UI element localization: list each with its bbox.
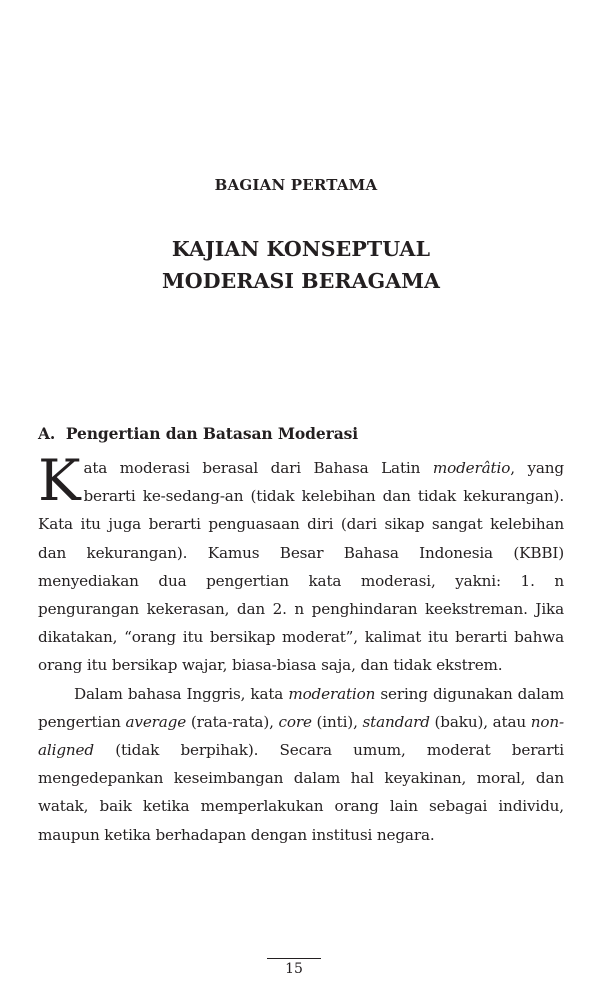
paragraph-2-text-2: sering digunakan dalam pengertian xyxy=(38,684,565,731)
chapter-title xyxy=(0,233,592,297)
paragraph-1-text-2: , yang berarti ke-sedang-an (tidak kelebihan dan tidak kekurangan). Kata itu juga berarti penguasaan diri (dari sikap sangat kelebihan dan kekurangan). Kamus Besar Bahasa Indonesia (KBBI) menyediakan dua pengertian kata moderasi, yakni: 1. n pengurangan kekerasan, dan 2. n penghindaran keekstreman. Jika dikatakan, “orang itu bersikap moderat”, kalimat itu berarti bahwa orang itu bersikap wajar, biasa-biasa saja, dan tidak ekstrem. xyxy=(38,459,564,675)
page-number-rule xyxy=(267,958,321,959)
paragraph-2-italic-3: core xyxy=(278,712,312,731)
section-heading xyxy=(38,424,358,443)
paragraph-2-text-3: (rata-rata), xyxy=(186,712,279,731)
paragraph-1-text-1: ata moderasi berasal dari Bahasa Latin xyxy=(83,459,433,477)
paragraph-2 xyxy=(38,680,564,849)
chapter-title-line-1: KAJIAN KONSEPTUAL xyxy=(171,237,431,261)
chapter-title-line-2: MODERASI BERAGAMA xyxy=(161,269,441,293)
paragraph-2-text-6: (tidak berpihak). Secara umum, moderat berarti mengedepankan keseimbangan dalam hal keyakinan, moral, dan watak, baik ketika memperlakukan orang lain sebagai individu, maupun ketika berhadapan dengan institusi negara. xyxy=(38,741,564,844)
paragraph-2-italic-1: moderation xyxy=(288,684,376,703)
page-number: 15 xyxy=(285,961,303,977)
paragraph-2-text-5: (baku), atau xyxy=(429,712,531,731)
paragraph-1 xyxy=(38,448,564,680)
body-text xyxy=(38,448,565,849)
paragraph-2-text-1: Dalam bahasa Inggris, kata xyxy=(74,684,289,703)
paragraph-2-italic-4: standard xyxy=(362,712,430,731)
section-title: Pengertian dan Batasan Moderasi xyxy=(65,424,359,443)
part-label: BAGIAN PERTAMA xyxy=(214,176,378,194)
paragraph-2-text-4: (inti), xyxy=(311,712,363,731)
drop-cap: K xyxy=(38,448,81,514)
paragraph-1-italic-1: moderâtio xyxy=(432,459,511,477)
section-number: A. xyxy=(38,424,56,443)
paragraph-2-italic-5: non-aligned xyxy=(38,712,564,760)
paragraph-2-italic-2: average xyxy=(125,712,187,731)
